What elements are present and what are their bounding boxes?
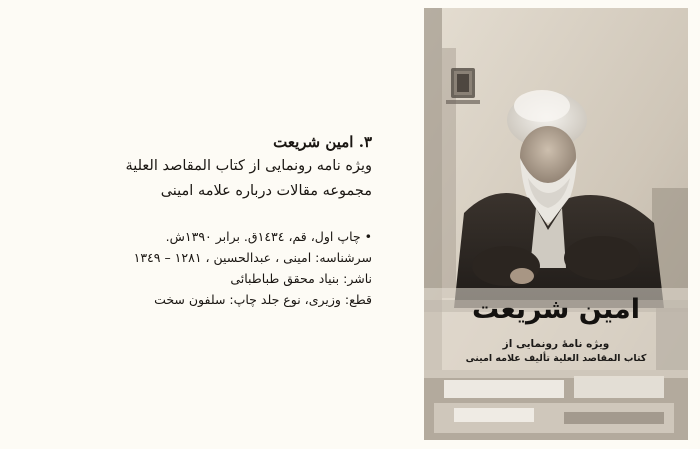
entry-title: ٣. امین شریعت <box>273 133 372 151</box>
cover-photo-illustration <box>424 8 688 440</box>
cover-subtitle-1: ویژه نامهٔ رونمایی از <box>502 338 610 350</box>
cover-subtitle-2: کتاب المقاصد العلیة تألیف علامه امینی <box>465 353 647 364</box>
publisher-line: ناشر: بنیاد محقق طباطبائی <box>230 271 372 286</box>
edition-line: • چاپ اول، قم، ١٤٣٤ق. برابر ١٣٩٠ش. <box>165 229 372 244</box>
format-line: قطع: وزیری، نوع جلد چاپ: سلفون سخت <box>154 292 372 307</box>
entry-subtitle-1: ویژه نامه رونمایی از کتاب المقاصد العلیة <box>125 158 372 174</box>
entry-subtitle-2: مجموعه مقالات درباره علامه امینی <box>160 183 372 199</box>
author-line: سرشناسه: امینی ، عبدالحسین ، ١٢٨١ – ١٣٤٩ <box>133 250 372 265</box>
book-cover-image <box>424 8 688 440</box>
cover-title: امین شریعت <box>472 294 640 325</box>
